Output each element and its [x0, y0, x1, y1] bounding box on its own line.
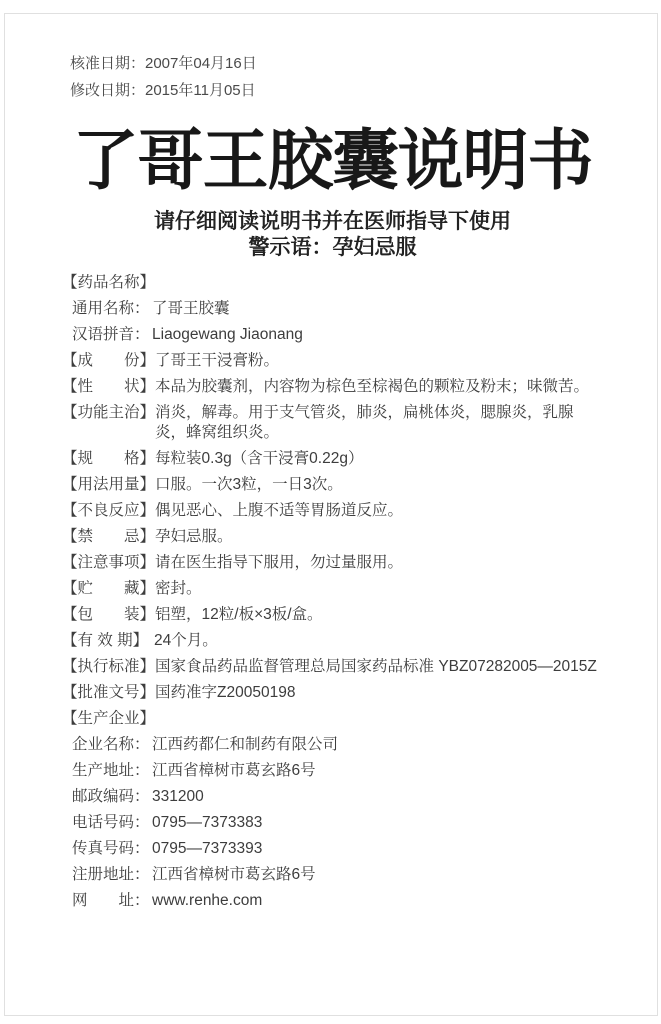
section-row [62, 787, 603, 807]
section-label: 【有 效 期】 [62, 632, 149, 649]
section-row [62, 273, 603, 293]
section-content: 了哥王干浸膏粉。 [155, 352, 280, 369]
section-content: 0795—7373383 [152, 814, 263, 831]
section-row [62, 839, 603, 859]
section-row [62, 527, 603, 547]
section-label: 【药品名称】 [62, 274, 156, 291]
warning-statement: 警示语：孕妇忌服 [248, 236, 417, 259]
section-row [62, 657, 603, 677]
section-row [62, 553, 603, 573]
section-label: 【贮 藏】 [62, 580, 156, 597]
section-row [62, 403, 603, 443]
section-label: 生产地址： [72, 762, 150, 779]
section-row [62, 351, 603, 371]
section-label: 【批准文号】 [62, 684, 156, 701]
section-row [62, 813, 603, 833]
section-label: 【性 状】 [62, 378, 156, 395]
section-row [62, 605, 603, 625]
section-label: 【禁 忌】 [62, 528, 156, 545]
sections [62, 273, 603, 911]
section-label: 【不良反应】 [62, 502, 156, 519]
section-content: 国家食品药品监督管理总局国家药品标准 YBZ07282005—2015Z [155, 658, 597, 675]
section-label: 注册地址： [72, 866, 150, 883]
section-row [62, 501, 603, 521]
section-label: 邮政编码： [72, 788, 150, 805]
section-content: 铝塑，12粒/板×3板/盒。 [155, 606, 323, 623]
section-content: 本品为胶囊剂，内容物为棕色至棕褐色的颗粒及粉末；味微苦。 [155, 378, 590, 395]
section-label: 汉语拼音： [72, 326, 150, 343]
section-content: 国药准字Z20050198 [155, 684, 296, 701]
section-row [62, 475, 603, 495]
section-label: 电话号码： [72, 814, 150, 831]
section-row [62, 631, 603, 651]
section-label: 【功能主治】 [62, 404, 156, 421]
section-row [62, 865, 603, 885]
section-row [62, 299, 603, 319]
approval-date: 核准日期：2007年04月16日 [70, 55, 257, 72]
section-content: 江西省樟树市葛玄路6号 [152, 866, 316, 883]
section-content: 24个月。 [154, 632, 218, 649]
section-content: 请在医生指导下服用，勿过量服用。 [155, 554, 404, 571]
section-label: 【生产企业】 [62, 710, 156, 727]
section-label: 【执行标准】 [62, 658, 156, 675]
section-row [62, 579, 603, 599]
revision-date: 修改日期：2015年11月05日 [70, 82, 256, 99]
section-label: 【成 份】 [62, 352, 156, 369]
section-content: 331200 [152, 788, 204, 805]
usage-instruction-subtitle: 请仔细阅读说明书并在医师指导下使用 [154, 210, 511, 233]
section-label: 【规 格】 [62, 450, 156, 467]
section-row [62, 325, 603, 345]
section-label: 【注意事项】 [62, 554, 156, 571]
section-label: 通用名称： [72, 300, 150, 317]
section-content: 每粒装0.3g（含干浸膏0.22g） [155, 450, 364, 467]
section-label: 【包 装】 [62, 606, 156, 623]
section-content: 江西药都仁和制药有限公司 [152, 736, 339, 753]
section-label: 网 址： [72, 892, 150, 909]
section-content: 孕妇忌服。 [155, 528, 233, 545]
section-label: 传真号码： [72, 840, 150, 857]
section-content: 江西省樟树市葛玄路6号 [152, 762, 316, 779]
section-content: 口服。一次3粒，一日3次。 [155, 476, 343, 493]
section-content: 了哥王胶囊 [152, 300, 230, 317]
page-title: 了哥王胶囊说明书 [72, 123, 593, 197]
section-content: Liaogewang Jiaonang [152, 326, 303, 343]
section-row [62, 761, 603, 781]
section-content: 偶见恶心、上腹不适等胃肠道反应。 [155, 502, 404, 519]
section-row [62, 449, 603, 469]
section-label: 企业名称： [72, 736, 150, 753]
section-content: 密封。 [155, 580, 202, 597]
section-row [62, 377, 603, 397]
section-label: 【用法用量】 [62, 476, 156, 493]
section-content: 0795—7373393 [152, 840, 263, 857]
section-row [62, 891, 603, 911]
section-content: 消炎，解毒。用于支气管炎，肺炎，扁桃体炎，腮腺炎，乳腺炎，蜂窝组织炎。 [155, 404, 574, 441]
section-row [62, 683, 603, 703]
section-row [62, 735, 603, 755]
section-row [62, 709, 603, 729]
section-content: www.renhe.com [152, 892, 263, 909]
